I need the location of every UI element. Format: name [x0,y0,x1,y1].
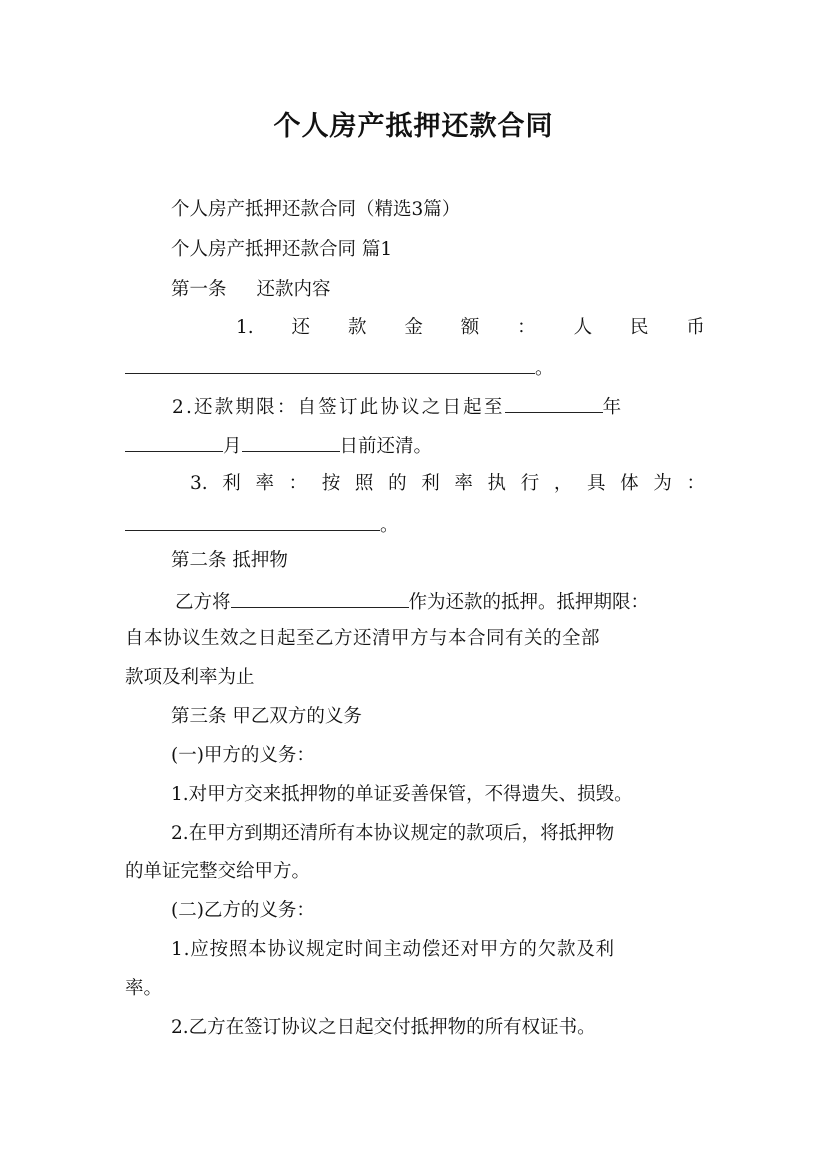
item-2-term [172,394,705,420]
month-label: 月 [223,436,242,457]
item3-char: 率 [255,473,274,494]
piece-heading: 个人房产抵押还款合同 篇1 [171,239,393,260]
party-b-duty-2: 2.乙方在签订协议之日起交付抵押物的所有权证书。 [171,1017,596,1038]
document-title: 个人房产抵押还款合同 [273,111,554,142]
item-2-term-cont [125,433,705,459]
item3-char: 具 [587,473,606,494]
item3-char: 3. [190,473,208,494]
item3-char: 为 [653,473,672,494]
article-1-label: 第一条 [171,279,227,300]
pledge-line-2: 自本协议生效之日起至乙方还清甲方与本合同有关的全部 [125,628,601,649]
item-2-end: 日前还清。 [339,436,433,457]
pledge-line-1 [175,589,715,615]
article-1-heading [171,278,705,302]
item3-char: ： [288,473,308,494]
item1-char: 款 [347,317,367,338]
item-1-amount-line [125,355,705,381]
party-a-heading: (一)甲方的义务： [171,745,315,766]
item1-char: 还 [291,317,311,338]
article-1-name: 还款内容 [256,279,331,300]
article-2-heading: 第二条 抵押物 [171,550,288,571]
item3-char: 的 [388,473,407,494]
item1-char: ： [517,317,536,338]
item3-char: 执 [487,473,507,494]
pledge-pre: 乙方将 [175,592,231,613]
item-2-text: 2.还款期限：自签订此协议之日起至 [172,397,505,418]
item-1-end: 。 [535,358,554,379]
party-b-duty-1b: 率。 [125,978,163,999]
pledge-post: 作为还款的抵押。抵押期限： [408,592,650,613]
party-a-duty-2a: 2.在甲方到期还清所有本协议规定的款项后，将抵押物 [171,823,615,844]
item-3-end: 。 [380,515,399,536]
item3-char: 照 [354,473,374,494]
item3-char: 体 [620,473,639,494]
rate-blank [125,512,380,531]
item1-char: 1. [236,317,254,338]
item-3-rate-label [190,472,705,496]
item-1-amount-label [236,316,705,340]
month-blank [125,433,223,452]
item3-char: ， [553,473,573,494]
party-b-duty-1a: 1.应按照本协议规定时间主动偿还对甲方的欠款及利 [171,939,615,960]
day-blank [242,433,340,452]
pledge-line-3: 款项及利率为止 [125,667,255,688]
party-a-duty-1: 1.对甲方交来抵押物的单证妥善保管，不得遗失、损毁。 [171,784,633,805]
item1-char: 额 [460,317,480,338]
year-blank [505,394,603,413]
item3-char: 按 [321,473,341,494]
party-a-duty-2b: 的单证完整交给甲方。 [125,861,311,882]
subtitle: 个人房产抵押还款合同（精选3篇） [171,199,461,220]
item3-char: 利 [222,473,241,494]
item1-char: 人 [573,317,593,338]
item1-char: 民 [629,317,649,338]
item1-char: 币 [686,317,705,338]
item-3-rate-line [125,512,705,538]
item3-char: 率 [454,473,473,494]
item1-char: 金 [404,317,423,338]
party-b-heading: (二)乙方的义务： [171,900,315,921]
year-label: 年 [602,397,624,418]
item3-char: ： [686,473,705,494]
item3-char: 利 [421,473,440,494]
pledge-item-blank [231,589,409,608]
item3-char: 行 [520,473,540,494]
article-3-heading: 第三条 甲乙双方的义务 [171,706,362,727]
amount-blank [125,355,535,374]
